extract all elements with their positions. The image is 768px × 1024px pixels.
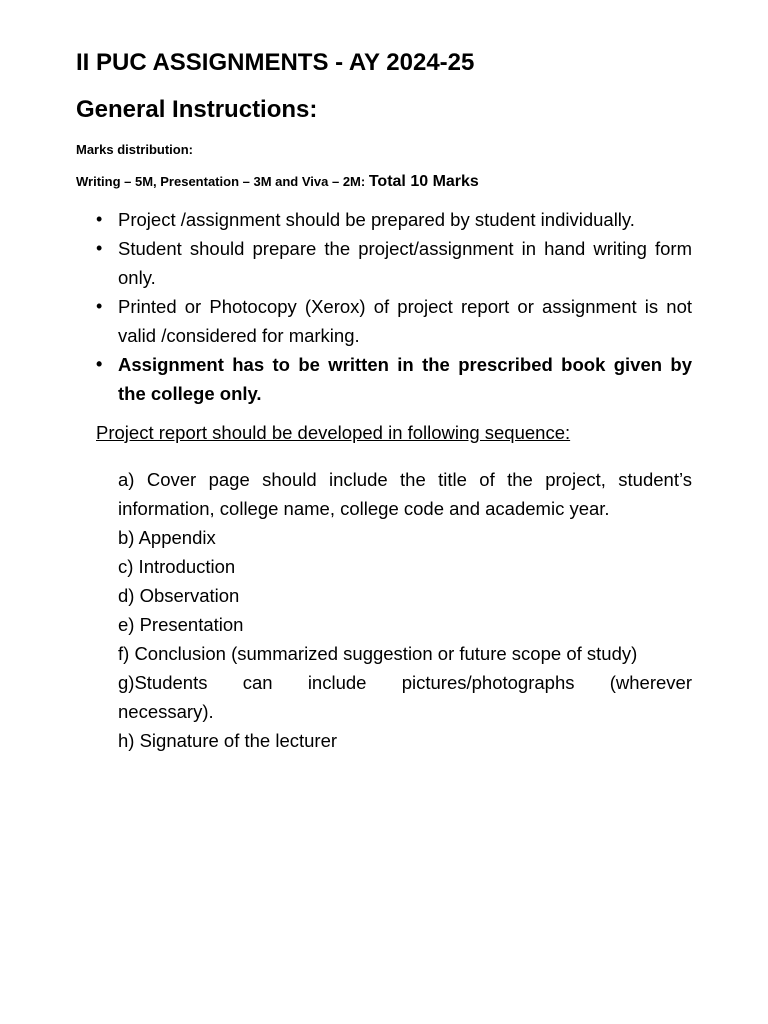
marks-distribution-line xyxy=(76,171,692,193)
instruction-text: Printed or Photocopy (Xerox) of project report or assignment is not valid /considered for marking. xyxy=(118,296,692,346)
sequence-item: h) Signature of the lecturer xyxy=(118,730,338,751)
marks-total: Total 10 Marks xyxy=(368,173,479,190)
marks-breakdown: Writing – 5M, Presentation – 3M and Viva – 2M: xyxy=(76,174,366,189)
bullet-icon: • xyxy=(96,209,103,229)
sequence-item: b) Appendix xyxy=(118,527,216,548)
instruction-item xyxy=(94,234,692,292)
sequence-item: a) Cover page should include the title of the project, student’s information, college name, college code and academic year. xyxy=(118,469,692,519)
instruction-list xyxy=(76,205,692,408)
sequence-item: c) Introduction xyxy=(118,556,236,577)
bullet-icon: • xyxy=(96,296,103,316)
sequence-item: d) Observation xyxy=(118,585,240,606)
bullet-icon: • xyxy=(96,238,103,258)
page-title: II PUC ASSIGNMENTS - AY 2024-25 xyxy=(76,49,475,76)
sequence-item: g)Students can include pictures/photographs (wherever xyxy=(118,672,692,693)
sequence-heading: Project report should be developed in following sequence: xyxy=(96,422,571,443)
instruction-text: Student should prepare the project/assignment in hand writing form only. xyxy=(118,238,692,288)
section-title: General Instructions: xyxy=(76,96,318,123)
instruction-item xyxy=(94,292,692,350)
instruction-item-bold xyxy=(94,350,692,408)
sequence-item: e) Presentation xyxy=(118,614,244,635)
instruction-text: Assignment has to be written in the prescribed book given by the college only. xyxy=(118,354,692,404)
sequence-list xyxy=(118,465,692,755)
sequence-item: necessary). xyxy=(118,701,214,722)
marks-distribution-label: Marks distribution: xyxy=(76,142,194,157)
instruction-text: Project /assignment should be prepared by student individually. xyxy=(118,209,635,230)
sequence-item: f) Conclusion (summarized suggestion or future scope of study) xyxy=(118,643,638,664)
instruction-item xyxy=(94,205,692,234)
bullet-icon: • xyxy=(96,354,103,374)
